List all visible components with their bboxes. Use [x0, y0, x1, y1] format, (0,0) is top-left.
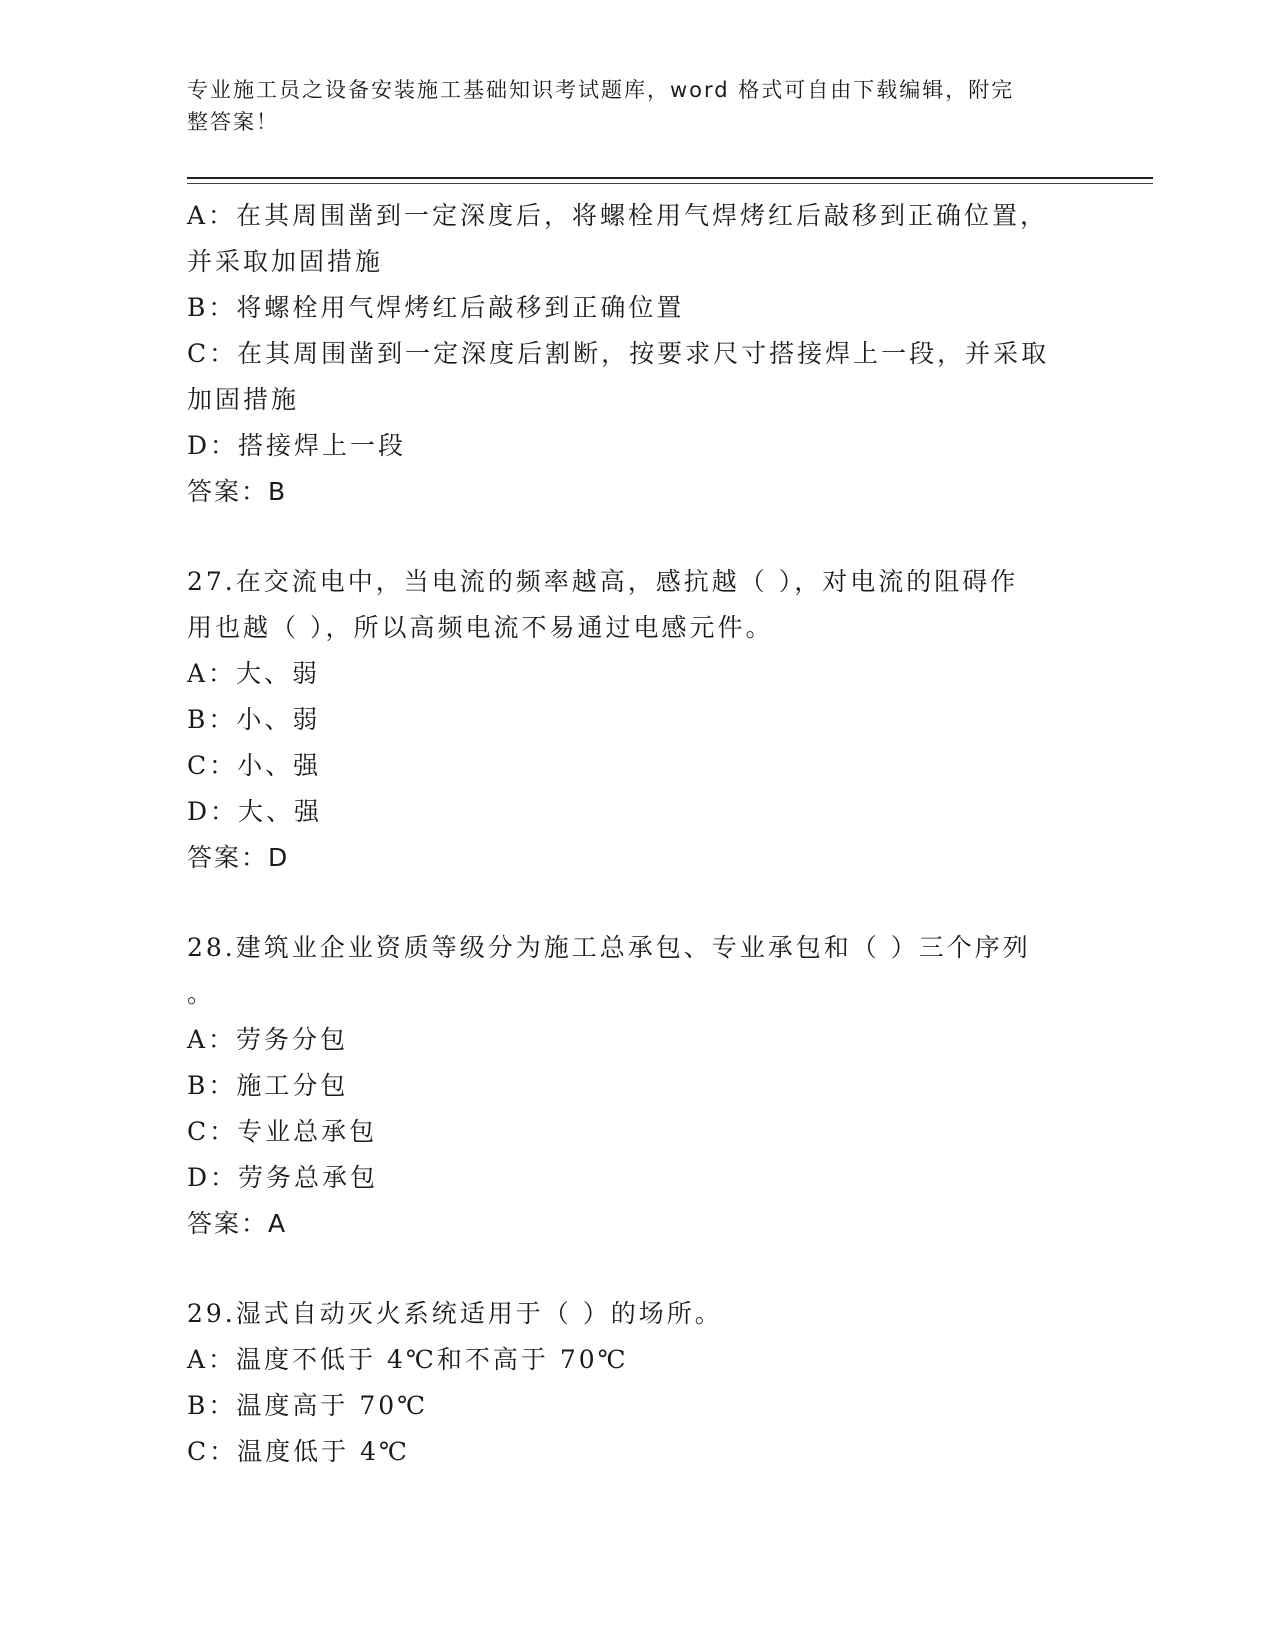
q28-stem-line-2: 。 [187, 979, 216, 1008]
q27-stem-line-2: 用也越（ ），所以高频电流不易通过电感元件。 [187, 613, 774, 642]
q26-option-a-line-2: 并采取加固措施 [187, 247, 384, 276]
q27-option-d: D：大、强 [187, 797, 323, 826]
q26-option-a-line-1: A：在其周围凿到一定深度后，将螺栓用气焊烤红后敲移到正确位置， [187, 201, 1049, 230]
header-divider-thick [187, 177, 1153, 179]
q27-answer: 答案：D [187, 843, 290, 872]
q29-option-c: C：温度低于 4℃ [187, 1437, 410, 1466]
q26-option-b: B：将螺栓用气焊烤红后敲移到正确位置 [187, 293, 685, 322]
q28-option-d: D：劳务总承包 [187, 1163, 379, 1192]
q27-option-c: C：小、强 [187, 751, 322, 780]
spacer [187, 881, 1067, 925]
q27-option-b: B：小、弱 [187, 705, 321, 734]
question-29-block [187, 1291, 1067, 1475]
q26-option-c-line-2: 加固措施 [187, 385, 300, 414]
q26-answer: 答案：B [187, 477, 288, 506]
question-28-block [187, 925, 1067, 1247]
header-divider-thin [187, 183, 1153, 184]
spacer [187, 515, 1067, 559]
q26-option-c-line-1: C：在其周围凿到一定深度后割断，按要求尺寸搭接焊上一段，并采取 [187, 339, 1050, 368]
q29-stem-line-1: 29.湿式自动灭火系统适用于（ ）的场所。 [187, 1299, 723, 1328]
question-27-block [187, 559, 1067, 881]
q28-stem-line-1: 28.建筑业企业资质等级分为施工总承包、专业承包和（ ）三个序列 [187, 933, 1031, 962]
q29-option-a: A：温度不低于 4℃和不高于 70℃ [187, 1345, 629, 1374]
document-header [187, 74, 1067, 138]
q28-option-c: C：专业总承包 [187, 1117, 378, 1146]
q27-option-a: A：大、弱 [187, 659, 321, 688]
question-26-block [187, 193, 1067, 515]
q28-option-b: B：施工分包 [187, 1071, 349, 1100]
q27-stem-line-1: 27.在交流电中，当电流的频率越高，感抗越（ ），对电流的阻碍作 [187, 567, 1019, 596]
header-line-1: 专业施工员之设备安装施工基础知识考试题库，word 格式可自由下载编辑，附完 [187, 78, 1015, 102]
q28-answer: 答案：A [187, 1209, 288, 1238]
q28-option-a: A：劳务分包 [187, 1025, 349, 1054]
header-line-2: 整答案！ [187, 110, 279, 134]
q26-option-d: D：搭接焊上一段 [187, 431, 407, 460]
document-body [187, 193, 1067, 1475]
spacer [187, 1247, 1067, 1291]
q29-option-b: B：温度高于 70℃ [187, 1391, 429, 1420]
